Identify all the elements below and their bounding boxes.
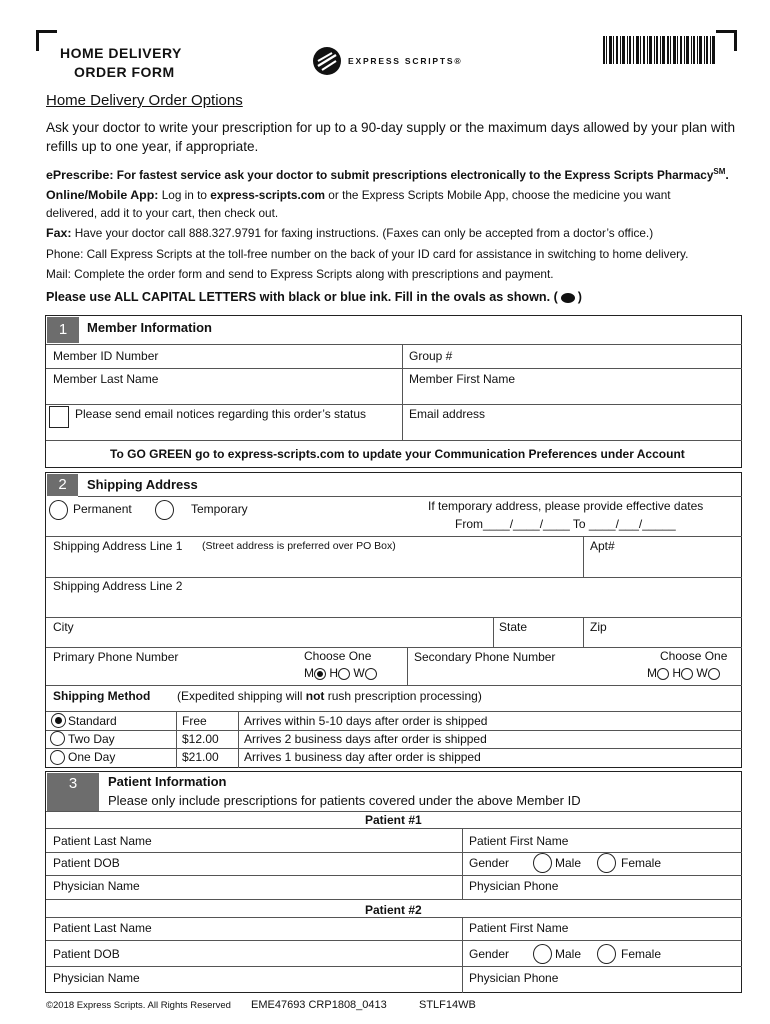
patient-1-last-name[interactable]: Patient Last Name (53, 834, 152, 848)
method-desc: Arrives 1 business day after order is shipped (244, 750, 481, 764)
section-number-2: 2 (47, 474, 78, 496)
divider (46, 748, 742, 749)
shipping-method-note (177, 689, 482, 703)
online-link[interactable]: express-scripts.com (210, 188, 326, 202)
method-price: $21.00 (182, 750, 219, 764)
brand-name: EXPRESS SCRIPTS® (348, 56, 463, 66)
section-number-1: 1 (47, 317, 79, 343)
ink-instructions (46, 290, 582, 304)
primary-h-label: H (329, 666, 339, 680)
patient-1-physician-name[interactable]: Physician Name (53, 879, 140, 893)
patient-1-male-oval[interactable] (533, 853, 552, 873)
standard-oval[interactable] (51, 713, 66, 728)
divider (46, 577, 742, 578)
permanent-oval[interactable] (49, 500, 68, 520)
divider (46, 917, 742, 918)
divider (407, 647, 408, 685)
temporary-oval[interactable] (155, 500, 174, 520)
logo-mark-icon (312, 46, 342, 76)
divider (46, 647, 742, 648)
patient-2-label: Patient #2 (365, 903, 422, 917)
method-note-b: not (305, 689, 325, 703)
barcode (603, 36, 715, 64)
address-line2-field[interactable]: Shipping Address Line 2 (53, 579, 183, 593)
form-title (60, 44, 182, 82)
member-section (45, 315, 742, 468)
patient-1-physician-phone[interactable]: Physician Phone (469, 879, 559, 893)
divider (583, 536, 584, 577)
primary-h-oval[interactable] (338, 668, 350, 680)
patient-section-title: Patient Information (108, 774, 227, 789)
form-codes: EME47693 CRP1808_0413 (251, 999, 387, 1011)
patient-2-physician-name[interactable]: Physician Name (53, 971, 140, 985)
online-line (46, 186, 746, 204)
email-notice-checkbox[interactable] (49, 406, 69, 428)
form-id: STLF14WB (419, 999, 476, 1011)
online-text-a: Log in to (161, 188, 207, 202)
primary-m-oval[interactable] (314, 668, 326, 680)
method-desc: Arrives 2 business days after order is shipped (244, 732, 487, 746)
member-id-field[interactable]: Member ID Number (53, 349, 159, 363)
divider (46, 344, 742, 345)
options-intro: Ask your doctor to write your prescription for up to a 90-day supply or the maximum days allowed by your plan with refills up to one year, if appropriate. (46, 120, 736, 154)
patient-2-last-name[interactable]: Patient Last Name (53, 921, 152, 935)
city-field[interactable]: City (53, 620, 74, 634)
crop-mark-right (716, 30, 737, 51)
secondary-m-label: M (647, 666, 657, 680)
primary-w-oval[interactable] (365, 668, 377, 680)
phone-line: Phone: Call Express Scripts at the toll-free number on the back of your ID card for assistance in switching to home delivery. (46, 247, 689, 261)
divider (46, 730, 742, 731)
method-price: $12.00 (182, 732, 219, 746)
member-last-name-field[interactable]: Member Last Name (53, 372, 159, 386)
divider (46, 899, 742, 900)
copyright: ©2018 Express Scripts. All Rights Reserved (46, 1000, 231, 1011)
divider (46, 940, 742, 941)
section-number-3: 3 (47, 773, 99, 811)
method-note-a: (Expedited shipping will (177, 689, 303, 703)
divider (583, 617, 584, 647)
eprescribe-end: . (725, 167, 729, 182)
divider (46, 966, 742, 967)
divider (46, 711, 742, 712)
patient-2-male-label: Male (555, 947, 582, 961)
patient-2-first-name[interactable]: Patient First Name (469, 921, 569, 935)
patient-1-gender-label: Gender (469, 856, 510, 870)
divider (402, 344, 403, 440)
patient-1-female-oval[interactable] (597, 853, 616, 873)
secondary-phone-type (647, 666, 720, 680)
temporary-label: Temporary (191, 502, 248, 516)
secondary-choose-one: Choose One (660, 649, 728, 663)
patient-2-female-oval[interactable] (597, 944, 616, 964)
member-first-name-field[interactable]: Member First Name (409, 372, 516, 386)
method-name: One Day (68, 750, 116, 764)
filled-oval-icon (561, 293, 575, 303)
state-field[interactable]: State (499, 620, 528, 634)
divider (46, 852, 742, 853)
eprescribe-line (46, 163, 746, 184)
online-text-b: or the Express Scripts Mobile App, choose the medicine you want (328, 188, 671, 202)
patient-1-male-label: Male (555, 856, 582, 870)
divider (46, 875, 742, 876)
divider (46, 811, 742, 812)
secondary-w-label: W (696, 666, 708, 680)
divider (46, 368, 742, 369)
patient-1-first-name[interactable]: Patient First Name (469, 834, 569, 848)
method-note-c: rush prescription processing) (327, 689, 482, 703)
online-label: Online/Mobile App: (46, 188, 159, 202)
fax-text: Have your doctor call 888.327.9791 for faxing instructions. (Faxes can only be accepted from a doctor’s office.) (74, 226, 654, 240)
eprescribe-text: For fastest service ask your doctor to submit prescriptions electronically to the Express Scripts Pharmacy (116, 167, 714, 182)
email-notice-label: Please send email notices regarding this order’s status (75, 407, 367, 421)
primary-phone-field[interactable]: Primary Phone Number (53, 650, 179, 664)
shipping-method-label: Shipping Method (53, 689, 151, 703)
patient-2-dob[interactable]: Patient DOB (53, 947, 120, 961)
divider (46, 617, 742, 618)
address-line1-note: (Street address is preferred over PO Box) (202, 540, 396, 552)
secondary-h-label: H (672, 666, 682, 680)
patient-2-female-label: Female (621, 947, 662, 961)
method-price: Free (182, 714, 207, 728)
go-green-note: To GO GREEN go to express-scripts.com to update your Communication Preferences under Account (110, 447, 685, 461)
divider (462, 828, 463, 899)
patient-1-female-label: Female (621, 856, 662, 870)
member-section-title: Member Information (87, 320, 212, 335)
form-title-line2: ORDER FORM (74, 64, 175, 80)
primary-m-label: M (304, 666, 314, 680)
secondary-m-oval[interactable] (657, 668, 669, 680)
fax-line (46, 224, 746, 242)
mail-line: Mail: Complete the order form and send to Express Scripts along with prescriptions and payment. (46, 267, 554, 281)
patient-2-gender-label: Gender (469, 947, 510, 961)
fax-label: Fax: (46, 226, 72, 240)
patient-1-label: Patient #1 (365, 813, 422, 827)
divider (46, 404, 742, 405)
method-name: Two Day (68, 732, 115, 746)
eprescribe-label: ePrescribe: (46, 167, 114, 182)
divider (462, 917, 463, 993)
primary-w-label: W (353, 666, 365, 680)
secondary-phone-field[interactable]: Secondary Phone Number (414, 650, 556, 664)
method-name: Standard (68, 714, 117, 728)
primary-phone-type (304, 666, 377, 680)
patient-2-physician-phone[interactable]: Physician Phone (469, 971, 559, 985)
divider (46, 536, 742, 537)
ink-instructions-text: Please use ALL CAPITAL LETTERS with black or blue ink. Fill in the ovals as shown. ( (46, 290, 558, 304)
form-title-line1: HOME DELIVERY (60, 45, 182, 61)
divider (493, 617, 494, 647)
secondary-h-oval[interactable] (681, 668, 693, 680)
patient-section-subtitle: Please only include prescriptions for patients covered under the above Member ID (108, 793, 581, 808)
crop-mark-left (36, 30, 57, 51)
shipping-section-title: Shipping Address (87, 477, 198, 492)
secondary-w-oval[interactable] (708, 668, 720, 680)
ink-instructions-end: ) (577, 290, 582, 304)
one-day-oval[interactable] (50, 750, 65, 765)
zip-field[interactable]: Zip (590, 620, 607, 634)
divider (46, 440, 742, 441)
address-line1-field[interactable]: Shipping Address Line 1 (53, 539, 183, 553)
options-heading: Home Delivery Order Options (46, 92, 243, 109)
method-desc: Arrives within 5-10 days after order is shipped (244, 714, 488, 728)
email-address-field[interactable]: Email address (409, 407, 486, 421)
express-scripts-logo (312, 46, 462, 76)
patient-2-male-oval[interactable] (533, 944, 552, 964)
primary-choose-one: Choose One (304, 649, 372, 663)
temporary-dates-note: If temporary address, please provide effective dates (428, 499, 704, 513)
divider (238, 711, 239, 768)
patient-1-dob[interactable]: Patient DOB (53, 856, 120, 870)
divider (78, 496, 742, 497)
service-mark: SM (713, 167, 726, 176)
two-day-oval[interactable] (50, 731, 65, 746)
divider (176, 711, 177, 768)
group-field[interactable]: Group # (409, 349, 453, 363)
effective-dates-field[interactable]: From____/____/____ To ____/___/_____ (455, 517, 676, 531)
online-line-2: delivered, add it to your cart, then check out. (46, 206, 279, 220)
apt-field[interactable]: Apt# (590, 539, 615, 553)
permanent-label: Permanent (73, 502, 132, 516)
divider (46, 685, 742, 686)
divider (46, 828, 742, 829)
